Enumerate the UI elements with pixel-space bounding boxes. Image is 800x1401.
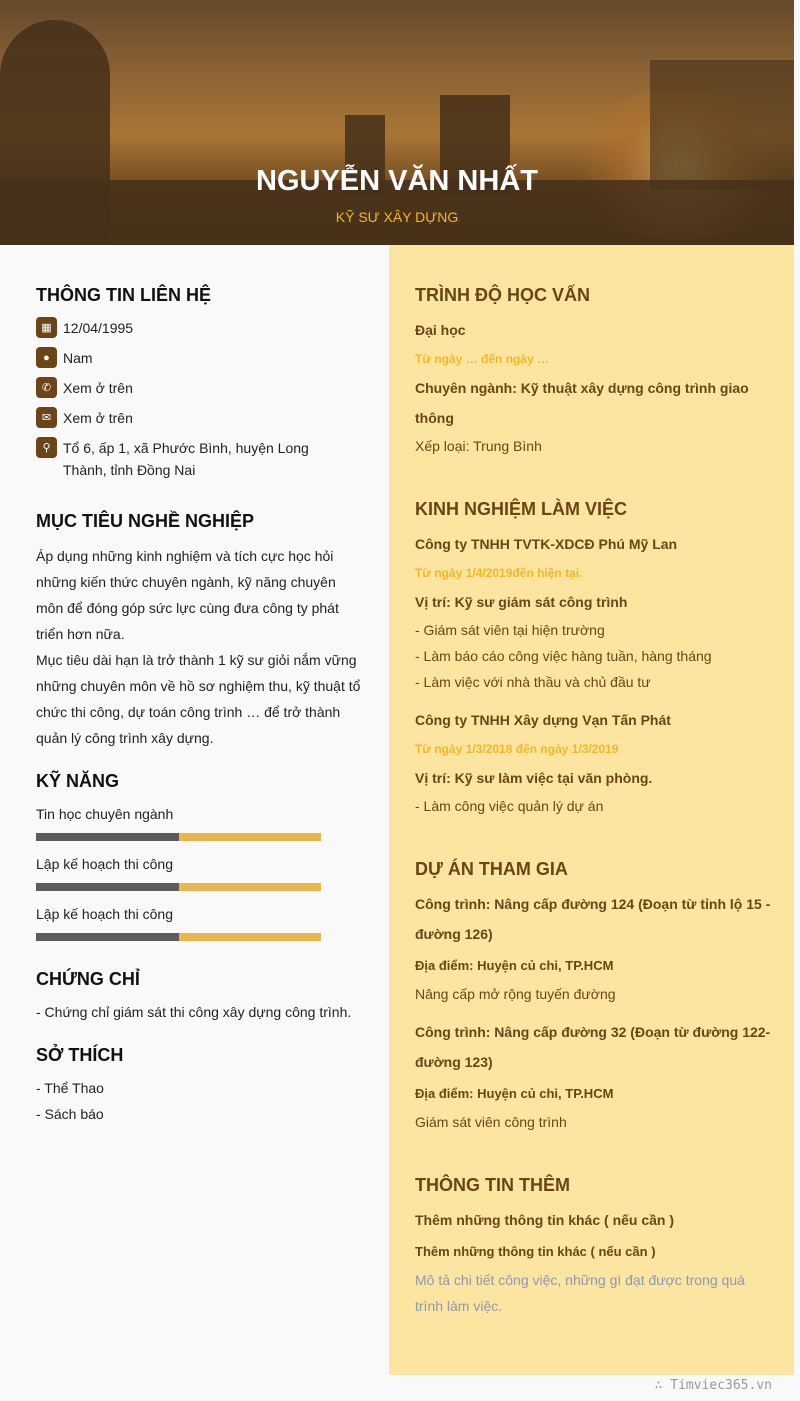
phone-text: Xem ở trên bbox=[63, 380, 133, 396]
experience-heading: KINH NGHIỆM LÀM VIỆC bbox=[415, 499, 628, 519]
skill-bar-fill bbox=[36, 933, 179, 941]
job-position: Vị trí: Kỹ sư giám sát công trình bbox=[415, 594, 628, 610]
project-location: Địa điểm: Huyện củ chi, TP.HCM bbox=[415, 1086, 614, 1101]
skills-heading: KỸ NĂNG bbox=[36, 771, 120, 791]
contact-gender bbox=[36, 347, 366, 369]
project-name: Công trình: Nâng cấp đường 124 (Đoạn từ tỉnh lộ 15 - đường 126) bbox=[415, 896, 771, 942]
projects-heading: DỰ ÁN THAM GIA bbox=[415, 859, 568, 879]
objective-text bbox=[36, 543, 366, 751]
right-column bbox=[389, 245, 794, 1375]
contact-heading: THÔNG TIN LIÊN HỆ bbox=[36, 285, 211, 305]
contact-email bbox=[36, 407, 366, 429]
job-company: Công ty TNHH TVTK-XDCĐ Phú Mỹ Lan bbox=[415, 536, 678, 552]
education-grade: Xếp loại: Trung Bình bbox=[415, 438, 542, 454]
skill-name: Lập kế hoạch thi công bbox=[36, 906, 173, 922]
education-dates: Từ ngày … đến ngày … bbox=[415, 352, 550, 366]
job-dates: Từ ngày 1/4/2019đến hiện tại. bbox=[415, 566, 583, 580]
dob-text: 12/04/1995 bbox=[63, 320, 134, 336]
job-duty: - Làm công việc quản lý dự án bbox=[415, 798, 604, 814]
education-major: Chuyên ngành: Kỹ thuật xây dựng công trình giao thông bbox=[415, 380, 749, 426]
certificate-item: - Chứng chỉ giám sát thi công xây dựng công trình. bbox=[36, 1004, 352, 1020]
calendar-icon: ▦ bbox=[36, 317, 57, 338]
job-duty: - Làm báo cáo công việc hàng tuần, hàng tháng bbox=[415, 648, 712, 664]
extra-line: Thêm những thông tin khác ( nếu cần ) bbox=[415, 1212, 675, 1228]
hobbies-heading: SỞ THÍCH bbox=[36, 1045, 124, 1065]
phone-icon: ✆ bbox=[36, 377, 57, 398]
job-title: KỸ SƯ XÂY DỰNG bbox=[335, 209, 459, 225]
extra-line: Thêm những thông tin khác ( nếu cần ) bbox=[415, 1244, 656, 1259]
contact-phone bbox=[36, 377, 366, 399]
skill-name: Tin học chuyên ngành bbox=[36, 806, 174, 822]
skill-bar bbox=[36, 883, 321, 891]
skill-bar-fill bbox=[36, 883, 179, 891]
objective-paragraph-1: Áp dụng những kinh nghiệm và tích cực học hỏi những kiến thức chuyên ngành, kỹ năng chuyên môn để đóng góp sức lực cùng đưa công ty phát triển hơn nữa. bbox=[36, 548, 339, 642]
email-icon: ✉ bbox=[36, 407, 57, 428]
email-text: Xem ở trên bbox=[63, 410, 133, 426]
project-name: Công trình: Nâng cấp đường 32 (Đoạn từ đường 122- đường 123) bbox=[415, 1024, 771, 1070]
job-company: Công ty TNHH Xây dựng Vạn Tấn Phát bbox=[415, 712, 671, 728]
candidate-name: NGUYỄN VĂN NHẤT bbox=[256, 165, 538, 197]
contact-address bbox=[36, 437, 326, 481]
job-dates: Từ ngày 1/3/2018 đến ngày 1/3/2019 bbox=[415, 742, 619, 756]
contact-dob bbox=[36, 317, 366, 339]
skill-bar bbox=[36, 833, 321, 841]
hobby-item: - Thể Thao bbox=[36, 1080, 104, 1096]
certificates-heading: CHỨNG CHỈ bbox=[36, 969, 140, 989]
user-icon: ● bbox=[36, 347, 57, 368]
job-duty: - Làm việc với nhà thầu và chủ đầu tư bbox=[415, 674, 651, 690]
objective-paragraph-2: Mục tiêu dài hạn là trở thành 1 kỹ sư giỏi nắm vững những chuyên môn về hồ sơ nghiệm thu, kỹ thuật tổ chức thi công, dự toán công trình … để trở thành quản lý công trình xây dựng. bbox=[36, 652, 361, 746]
job-duty: - Giám sát viên tại hiện trường bbox=[415, 622, 605, 638]
watermark: ∴ Timviec365.vn bbox=[654, 1378, 772, 1393]
contact-list bbox=[36, 317, 366, 481]
project-location: Địa điểm: Huyện củ chi, TP.HCM bbox=[415, 958, 614, 973]
left-column bbox=[36, 283, 366, 1127]
skill-bar bbox=[36, 933, 321, 941]
location-icon: ⚲ bbox=[36, 437, 57, 458]
education-school: Đại học bbox=[415, 322, 466, 338]
job-position: Vị trí: Kỹ sư làm việc tại văn phòng. bbox=[415, 770, 653, 786]
gender-text: Nam bbox=[63, 350, 93, 366]
skill-name: Lập kế hoạch thi công bbox=[36, 856, 173, 872]
project-desc: Giám sát viên công trình bbox=[415, 1114, 567, 1130]
hobby-item: - Sách báo bbox=[36, 1106, 104, 1122]
skill-bar-fill bbox=[36, 833, 179, 841]
extra-desc: Mô tả chi tiết công việc, những gì đạt được trong quá trình làm việc. bbox=[415, 1272, 745, 1314]
objective-heading: MỤC TIÊU NGHỀ NGHIỆP bbox=[36, 511, 255, 531]
extra-heading: THÔNG TIN THÊM bbox=[415, 1175, 570, 1195]
education-heading: TRÌNH ĐỘ HỌC VẤN bbox=[415, 285, 590, 305]
address-text: Tổ 6, ấp 1, xã Phước Bình, huyện Long Thành, tỉnh Đồng Nai bbox=[63, 440, 309, 478]
project-desc: Nâng cấp mở rộng tuyến đường bbox=[415, 986, 616, 1002]
header-banner bbox=[0, 0, 794, 245]
